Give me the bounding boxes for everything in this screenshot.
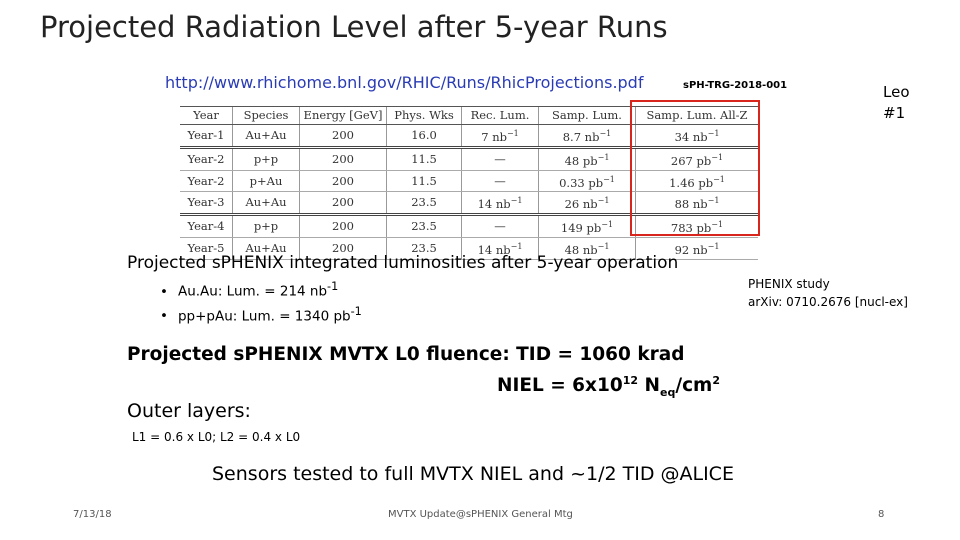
cell-samp-lum-all-z: 783 $pb^{-1}$ — [636, 215, 759, 238]
cell-energy: 200 — [300, 170, 387, 192]
cell-phys-wks: 23.5 — [387, 192, 462, 215]
cell-species: Au+Au — [233, 125, 300, 148]
cell-energy: 200 — [300, 238, 387, 260]
cell-energy: 200 — [300, 215, 387, 238]
luminosity-heading: Projected sPHENIX integrated luminosities after 5-year operation — [127, 253, 679, 273]
col-header-year: Year — [180, 107, 233, 125]
cell-rec-lum: 14 $nb^{-1}$ — [462, 192, 539, 215]
cell-samp-lum-all-z: 267 $pb^{-1}$ — [636, 147, 759, 170]
leo-line-1: Leo — [883, 83, 910, 101]
slide-title: Projected Radiation Level after 5-year Runs — [40, 10, 668, 44]
fluence-tid: Projected sPHENIX MVTX L0 fluence: TID = 1060 krad — [127, 344, 685, 365]
cell-phys-wks: 11.5 — [387, 170, 462, 192]
cell-species: p+p — [233, 215, 300, 238]
cell-energy: 200 — [300, 147, 387, 170]
cell-samp-lum: 26 $nb^{-1}$ — [539, 192, 636, 215]
cell-samp-lum-all-z: 88 $nb^{-1}$ — [636, 192, 759, 215]
cell-phys-wks: 11.5 — [387, 147, 462, 170]
col-header-samp-lum-all-z: Samp. Lum. All-Z — [636, 107, 759, 125]
cell-rec-lum: 7 $nb^{-1}$ — [462, 125, 539, 148]
cell-species: p+p — [233, 147, 300, 170]
cell-species: p+Au — [233, 170, 300, 192]
cell-samp-lum: 149 $pb^{-1}$ — [539, 215, 636, 238]
cell-energy: 200 — [300, 192, 387, 215]
study-line-2: arXiv: 0710.2676 [nucl-ex] — [748, 295, 908, 309]
cell-rec-lum: — — [462, 170, 539, 192]
leo-label — [883, 82, 910, 124]
cell-samp-lum: 48 $nb^{-1}$ — [539, 238, 636, 260]
cell-phys-wks: 23.5 — [387, 215, 462, 238]
page-number: 8 — [878, 509, 885, 520]
study-line-1: PHENIX study — [748, 277, 830, 291]
col-header-samp-lum: Samp. Lum. — [539, 107, 636, 125]
cell-samp-lum: 8.7 $nb^{-1}$ — [539, 125, 636, 148]
cell-species: Au+Au — [233, 192, 300, 215]
col-header-species: Species — [233, 107, 300, 125]
cell-samp-lum: 48 $pb^{-1}$ — [539, 147, 636, 170]
cell-rec-lum: — — [462, 215, 539, 238]
cell-phys-wks: 23.5 — [387, 238, 462, 260]
col-header-energy: Energy [GeV] — [300, 107, 387, 125]
cell-samp-lum-all-z: 1.46 $pb^{-1}$ — [636, 170, 759, 192]
cell-year: Year-1 — [180, 125, 233, 148]
sensors-statement: Sensors tested to full MVTX NIEL and ~1/2 TID @ALICE — [212, 463, 734, 485]
cell-rec-lum: — — [462, 147, 539, 170]
phenix-study-ref — [748, 275, 908, 311]
cell-samp-lum-all-z: 92 $nb^{-1}$ — [636, 238, 759, 260]
leo-line-2: #1 — [883, 104, 906, 122]
cell-year: Year-2 — [180, 170, 233, 192]
cell-species: Au+Au — [233, 238, 300, 260]
layers-note: L1 = 0.6 x L0; L2 = 0.4 x L0 — [132, 430, 301, 444]
cell-samp-lum-all-z: 34 $nb^{-1}$ — [636, 125, 759, 148]
cell-rec-lum: 14 $nb^{-1}$ — [462, 238, 539, 260]
bullet-auau: • Au.Au: Lum. = 214 $nb^{-1}$ — [160, 277, 362, 302]
cell-year: Year-5 — [180, 238, 233, 260]
cell-energy: 200 — [300, 125, 387, 148]
bullet-pp-pau: • pp+pAu: Lum. = 1340 $pb^{-1}$ — [160, 302, 362, 327]
cell-samp-lum: 0.33 $pb^{-1}$ — [539, 170, 636, 192]
cell-phys-wks: 16.0 — [387, 125, 462, 148]
outer-layers-heading: Outer layers: — [127, 400, 251, 422]
cell-year: Year-4 — [180, 215, 233, 238]
source-url-link[interactable]: http://www.rhichome.bnl.gov/RHIC/Runs/RhicProjections.pdf — [165, 73, 644, 92]
footer-title: MVTX Update@sPHENIX General Mtg — [388, 509, 573, 520]
cell-year: Year-3 — [180, 192, 233, 215]
footer-date: 7/13/18 — [73, 509, 112, 520]
luminosity-bullets — [160, 277, 362, 326]
highlight-box — [630, 100, 760, 236]
document-id: sPH-TRG-2018-001 — [683, 80, 788, 91]
fluence-niel: NIEL = $6x10^{12}$ $N_{eq}/cm^2$ — [497, 374, 720, 399]
col-header-rec-lum: Rec. Lum. — [462, 107, 539, 125]
col-header-phys-wks: Phys. Wks — [387, 107, 462, 125]
cell-year: Year-2 — [180, 147, 233, 170]
